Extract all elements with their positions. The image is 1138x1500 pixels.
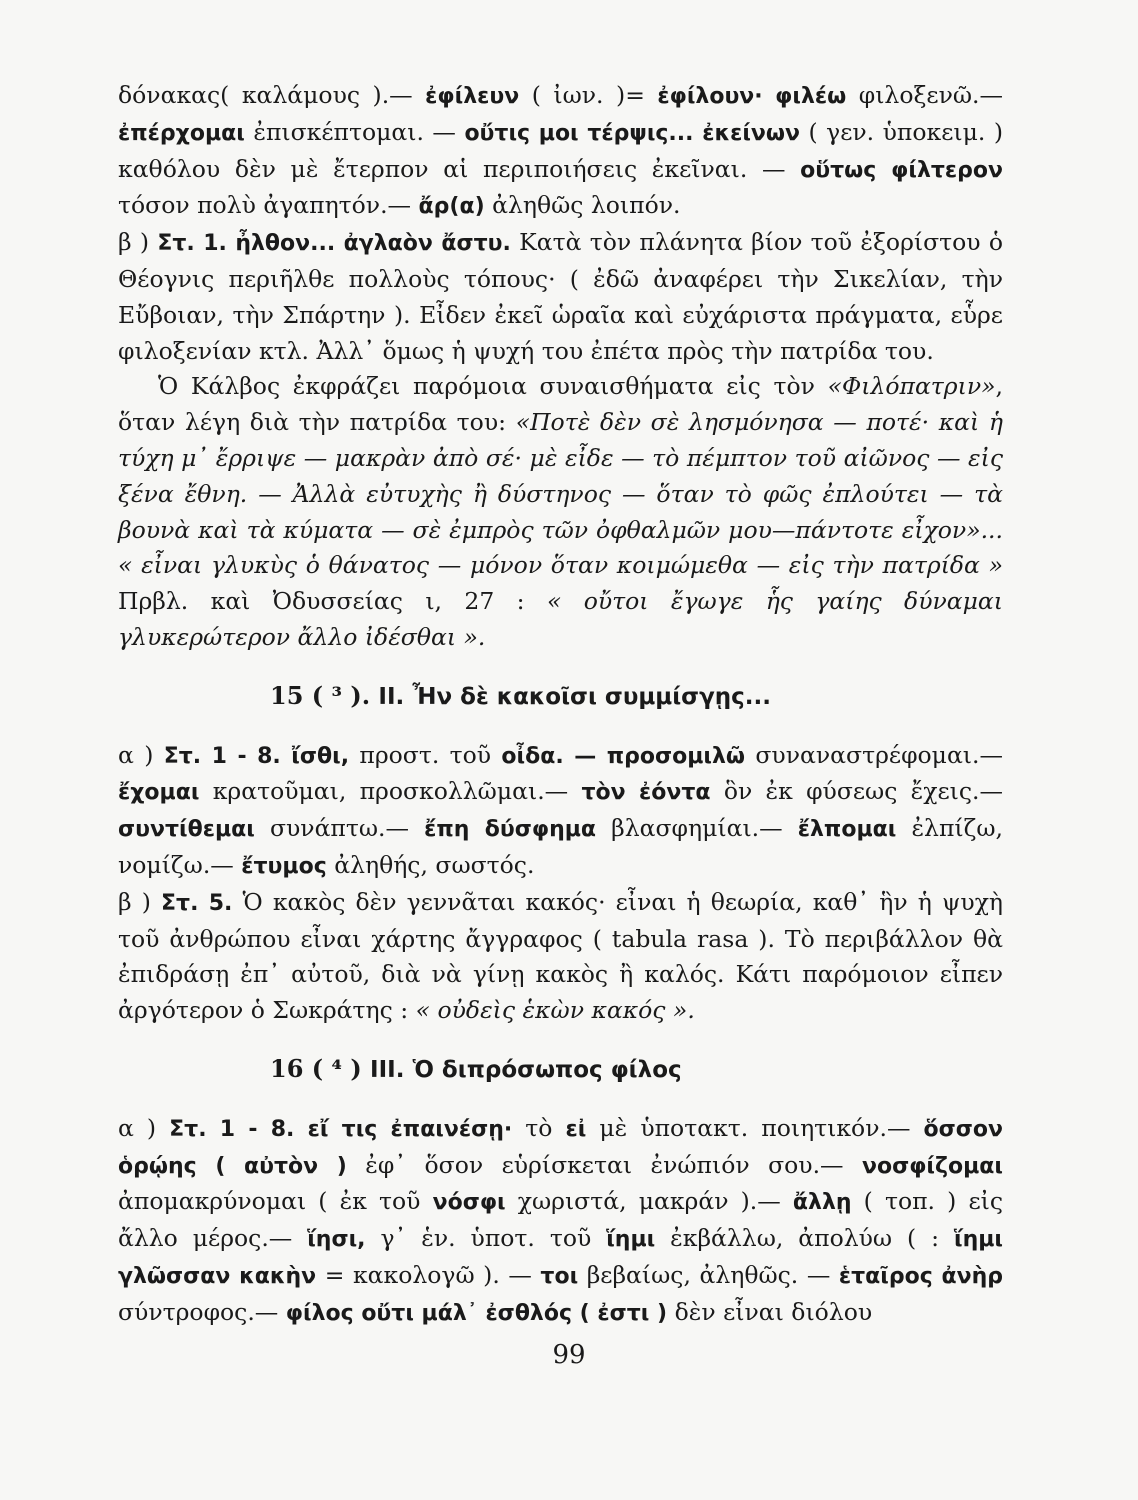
paragraph: [118, 885, 1003, 1029]
paragraph: [118, 225, 1003, 369]
text-run: ( τοπ. ) εἰς ἄλλο μέρος.—: [118, 1187, 1003, 1253]
text-run: μὲ ὑποτακτ. ποιητικόν.—: [586, 1113, 924, 1142]
bold-term: ἵησι,: [307, 1227, 366, 1253]
italic-quote: «Φιλόπατριν»: [827, 372, 996, 401]
text-run: 15 ( ³ ).: [270, 680, 379, 710]
bold-term: οἶδα. — προσομιλῶ: [501, 743, 746, 769]
text-run: Κατὰ τὸν πλάνητα βίον τοῦ ἐξορίστου ὁ Θέογνις περιῆλθε πολλοὺς τόπους· ( ἐδῶ ἀναφέρει τὴν Σικελίαν, τὴν Εὔβοιαν, τὴν Σπάρτην ). Εἶδεν ἐκεῖ ὡραῖα καὶ εὐχάριστα πράγματα, εὗρε φιλοξενίαν κτλ. Ἀλλ᾽ ὅμως ἡ ψυχή του ἐπέτα πρὸς τὴν πατρίδα του.: [118, 228, 1003, 365]
bold-term: τὸν ἐόντα: [581, 780, 711, 806]
italic-quote: « οὐδεὶς ἑκὼν κακός ».: [415, 996, 695, 1025]
bold-term: οὔτις μοι τέρψις... ἐκείνων: [464, 120, 800, 146]
spacer: [118, 656, 1003, 678]
bold-term: Στ. 5.: [161, 890, 233, 916]
spacer: [118, 1029, 1003, 1051]
bold-term: ἄλλῃ: [792, 1190, 852, 1216]
text-run: ἀληθῶς λοιπόν.: [484, 191, 681, 220]
text-run: βεβαίως, ἀληθῶς. —: [578, 1260, 839, 1289]
text-run: α ): [118, 740, 164, 769]
text-run: τὸ: [512, 1113, 566, 1142]
text-run: συναναστρέφομαι.—: [745, 740, 1003, 769]
bold-term: Στ. 1 - 8. εἴ τις ἐπαινέσῃ·: [169, 1116, 513, 1142]
text-run: σύντροφος.—: [118, 1297, 286, 1326]
text-run: ἐλπίζω, νομίζω.—: [118, 814, 1003, 879]
bold-term: ἵημι: [606, 1227, 656, 1253]
spacer: [118, 716, 1003, 738]
bold-term: ΙΙ. Ἦν δὲ κακοῖσι συμμίσγῃς...: [378, 683, 771, 710]
italic-quote: « οὔτοι ἔγωγε ἧς γαίης δύναμαι γλυκερώτερον ἄλλο ἰδέσθαι ».: [118, 587, 1003, 651]
bold-term: Στ. 1 - 8. ἴσθι,: [163, 743, 350, 769]
text-run: δὲν εἶναι διόλου: [667, 1297, 873, 1326]
text-run: τόσον πολὺ ἀγαπητόν.—: [118, 191, 419, 220]
paragraph: [118, 1111, 1003, 1332]
section-heading: [118, 1051, 1003, 1089]
paragraph: [118, 738, 1003, 885]
page-number: 99: [552, 1340, 586, 1370]
bold-term: ἐπέρχομαι: [118, 120, 245, 146]
bold-term: ἔχομαι: [118, 780, 200, 806]
bold-term: συντίθεμαι: [118, 817, 255, 843]
text-run: α ): [118, 1113, 170, 1142]
bold-term: ἵημι γλῶσσαν κακὴν: [118, 1227, 1003, 1289]
bold-term: νοσφίζομαι: [861, 1153, 1003, 1179]
text-run: βλασφημίαι.—: [596, 814, 798, 843]
paragraph: [118, 78, 1003, 225]
text-run: , ὅταν λέγη διὰ τὴν πατρίδα του:: [118, 372, 1003, 437]
bold-term: ἔπη δύσφημα: [424, 817, 597, 843]
text-run: φιλοξενῶ.—: [846, 81, 1003, 109]
section-heading: [118, 678, 1003, 716]
text-run: ( ἰων. )=: [519, 81, 658, 109]
text-run: = κακολογῶ ). —: [316, 1260, 541, 1289]
bold-term: οὕτως φίλτερον: [800, 157, 1004, 183]
text-run: Ὁ Κάλβος ἐκφράζει παρόμοια συναισθήματα εἰς τὸν: [158, 372, 828, 401]
text-run: ὃν ἐκ φύσεως ἔχεις.—: [710, 777, 1003, 806]
bold-term: φιλέω: [775, 84, 847, 109]
page-body: [118, 78, 1003, 1332]
text-run: συνάπτω.—: [254, 814, 425, 843]
text-run: ( γεν. ὑποκειμ. ) καθόλου δὲν μὲ ἔτερπον αἱ περιποιήσεις ἐκεῖναι. —: [118, 117, 1003, 183]
bold-term: ἐφίλουν·: [657, 84, 763, 109]
text-run: ἐκβάλλω, ἀπολύω ( :: [655, 1224, 954, 1253]
text-run: χωριστά, μακράν ).—: [505, 1187, 793, 1216]
text-run: προστ. τοῦ: [349, 740, 502, 769]
text-run: ἐφ᾽ ὅσον εὑρίσκεται ἐνώπιόν σου.—: [346, 1150, 862, 1179]
bold-term: ΙΙΙ. Ὁ διπρόσωπος φίλος: [370, 1056, 682, 1083]
bold-term: εἰ: [565, 1116, 587, 1142]
bold-term: ἑταῖρος ἀνὴρ: [838, 1263, 1004, 1289]
bold-term: ἔλπομαι: [797, 817, 897, 843]
text-run: Ὁ κακὸς δὲν γεννᾶται κακός· εἶναι ἡ θεωρία, καθ᾽ ἣν ἡ ψυχὴ τοῦ ἀνθρώπου εἶναι χάρτης ἄγγραφος ( tabula rasa ). Τὸ περιβάλλον θὰ ἐπιδράσῃ ἐπ᾽ αὐτοῦ, διὰ νὰ γίνῃ κακὸς ἢ καλός. Κάτι παρόμοιον εἶπεν ἀργότερον ὁ Σωκράτης :: [118, 887, 1004, 1025]
text-run: Πρβλ. καὶ Ὀδυσσείας ι, 27 :: [118, 587, 547, 616]
bold-term: ἔτυμος: [241, 853, 327, 879]
text-run: γ᾽ ἑν. ὑποτ. τοῦ: [365, 1224, 607, 1253]
bold-term: φίλος οὔτι μάλ᾽ ἐσθλός ( ἐστι ): [285, 1300, 668, 1326]
text-run: ἀληθής, σωστός.: [326, 850, 535, 879]
spacer: [118, 1089, 1003, 1111]
text-run: 16 ( ⁴ ): [270, 1053, 371, 1083]
bold-term: ὅσσον ὁρῴης ( αὐτὸν ): [118, 1116, 1003, 1179]
text-run: ἐπισκέπτομαι. —: [244, 117, 465, 146]
bold-term: νόσφι: [432, 1190, 506, 1216]
text-run: [763, 81, 776, 109]
bold-term: Στ. 1. ἦλθον... ἀγλαὸν ἄστυ.: [157, 231, 511, 257]
text-run: β ): [118, 887, 161, 916]
paragraph: [118, 369, 1003, 655]
bold-term: ἐφίλευν: [425, 84, 520, 109]
bold-term: ἄρ(α): [418, 194, 485, 220]
text-run: κρατοῦμαι, προσκολλῶμαι.—: [199, 777, 582, 806]
text-run: ἀπομακρύνομαι ( ἐκ τοῦ: [118, 1187, 433, 1216]
text-run: β ): [118, 228, 158, 257]
text-run: δόνακας( καλάμους ).—: [118, 81, 426, 109]
bold-term: τοι: [540, 1263, 579, 1289]
italic-quote: «Ποτὲ δὲν σὲ λησμόνησα — ποτέ· καὶ ἡ τύχη μ᾽ ἔρριψε — μακρὰν ἀπὸ σέ· μὲ εἶδε — τὸ πέμπτον τοῦ αἰῶνος — εἰς ξένα ἔθνη. — Ἀλλὰ εὐτυχὴς ἢ δύστηνος — ὅταν τὸ φῶς ἐπλούτει — τὰ βουνὰ καὶ τὰ κύματα — σὲ ἐμπρὸς τῶν ὀφθαλμῶν μου—πάντοτε εἶχον»... « εἶναι γλυκὺς ὁ θάνατος — μόνον ὅταν κοιμώμεθα — εἰς τὴν πατρίδα »: [118, 408, 1003, 580]
